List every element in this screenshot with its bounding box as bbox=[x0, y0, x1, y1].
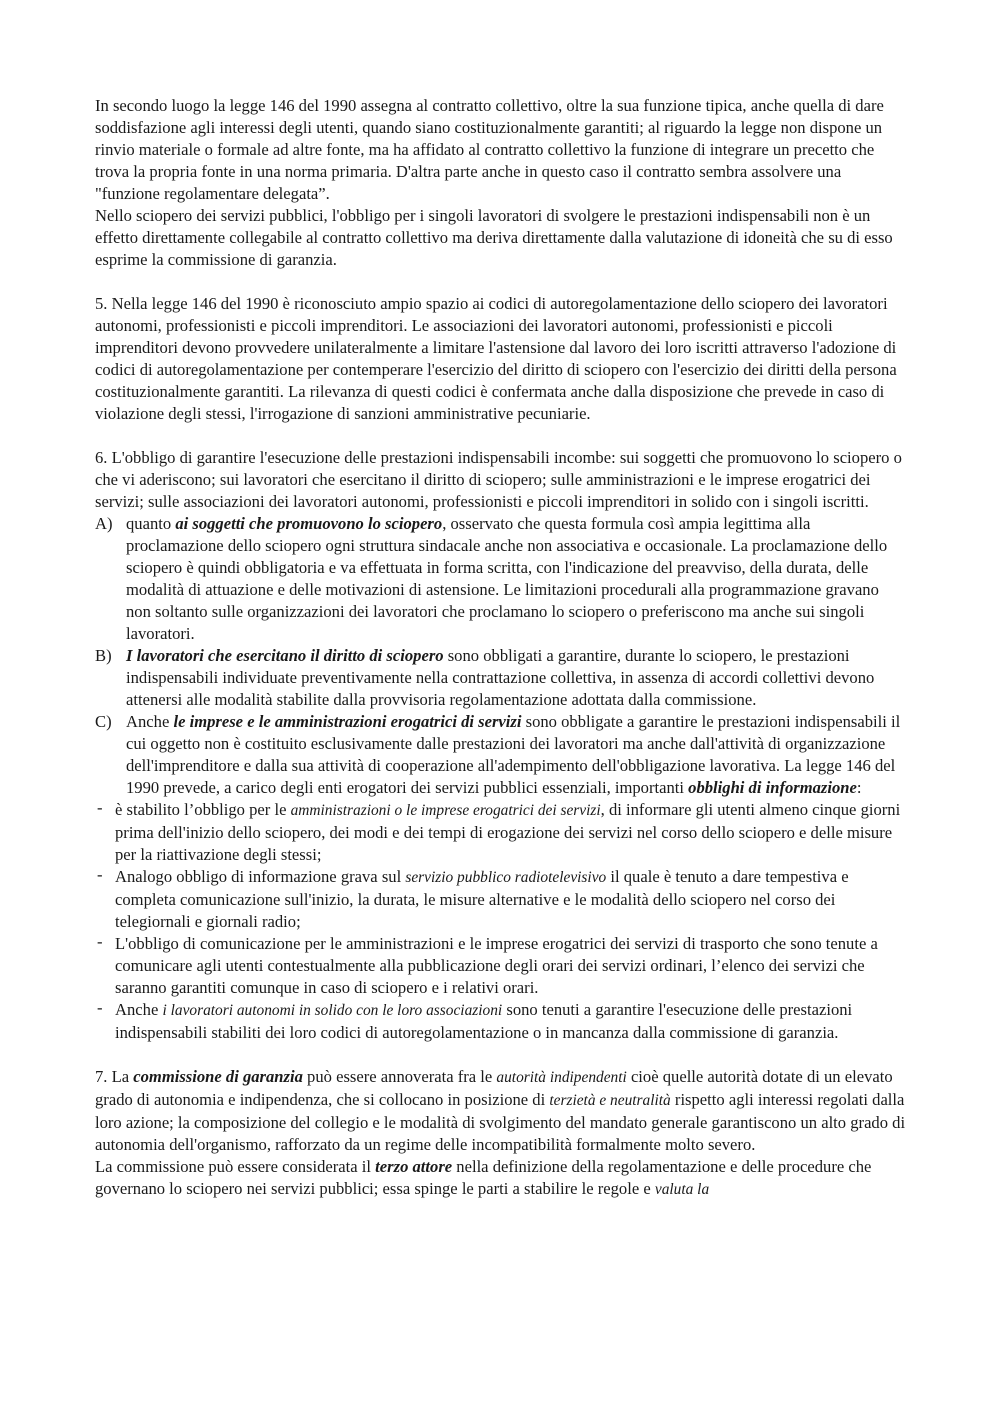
paragraph-gap bbox=[95, 425, 907, 447]
section-7-p2-emphasis: terzo attore bbox=[375, 1157, 453, 1176]
list-item-c bbox=[95, 711, 907, 799]
dash-item-italic: amministrazioni o le imprese erogatrici dei servizi bbox=[290, 802, 601, 819]
section-7-emphasis: commissione di garanzia bbox=[133, 1067, 303, 1086]
section-7-p2-lead: La commissione può essere considerata il bbox=[95, 1157, 376, 1176]
section-7-italic-2: terzietà e neutralità bbox=[549, 1092, 671, 1109]
section-7-paragraph-2 bbox=[95, 1156, 907, 1201]
section-5-paragraph: 5. Nella legge 146 del 1990 è riconosciuto ampio spazio ai codici di autoregolamentazione dello sciopero dei lavoratori autonomi, professionisti e piccoli imprenditori. Le associazioni dei lavoratori autonomi, professionisti e piccoli imprenditori devono provvedere unilateralmente a limitare l'astensione dal lavoro dei loro iscritti attraverso l'adozione di codici di autoregolamentazione per contemperare l'esercizio del diritto di sciopero con l'esercizio dei diritti della persona costituzionalmente garantiti. La rilevanza di questi codici è confermata anche dalla disposizione che prevede in caso di violazione degli stessi, l'irrogazione di sanzioni amministrative pecuniarie. bbox=[95, 294, 897, 423]
section-7-lead: 7. La bbox=[95, 1067, 134, 1086]
section-6-intro: 6. L'obbligo di garantire l'esecuzione delle prestazioni indispensabili incombe: sui soggetti che promuovono lo sciopero o che vi aderiscono; sui lavoratori che esercitano il diritto di sciopero; sulle amministrazioni e le imprese erogatrici dei servizi; sulle associazioni dei lavoratori autonomi, professionisti e piccoli imprenditori in solido con i singoli iscritti. bbox=[95, 448, 902, 511]
dash-item-text-post: il quale è tenuto a dare tempestiva e completa comunicazione sull'inizio, la durata, le misure alternative e le modalità dello sciopero nel corso dei telegiornali e giornali radio; bbox=[115, 867, 849, 931]
list-item-text: , osservato che questa formula così ampia legittima alla proclamazione dello sciopero ogni struttura sindacale anche non associativa e occasionale. La proclamazione dello sciopero è quindi obbligatoria e va effettuata in forma scritta, con l'indicazione del preavviso, della durata, delle modalità di attuazione e delle motivazioni di astensione. Le limitazioni procedurali alla programmazione gravano non soltanto sulle organizzazioni dei lavoratori che proclamano lo sciopero o preferiscono ma anche sui singoli lavoratori. bbox=[126, 514, 888, 643]
dash-item-italic: servizio pubblico radiotelevisivo bbox=[405, 869, 607, 886]
dash-marker: - bbox=[97, 998, 103, 1017]
dash-marker: - bbox=[97, 932, 103, 951]
list-item-b bbox=[95, 645, 907, 711]
list-marker: B) bbox=[95, 646, 112, 665]
list-item-a bbox=[95, 513, 907, 645]
paragraph-gap bbox=[95, 1044, 907, 1066]
dash-item-2 bbox=[95, 866, 907, 933]
dash-item-text-post: , di informare gli utenti almeno cinque giorni prima dell'inizio dello sciopero, dei modi e dei tempi di erogazione dei servizi nel corso dello sciopero e delle misure per la riattivazione degli stessi; bbox=[115, 800, 901, 864]
dash-item-text: Anche bbox=[115, 1000, 163, 1019]
document-page bbox=[95, 95, 907, 1201]
list-item-end: : bbox=[856, 778, 862, 797]
dash-item-text-post: sono tenuti a garantire l'esecuzione delle prestazioni indispensabili stabiliti dei loro codici di autoregolamentazione o in mancanza dalla commissione di garanzia. bbox=[115, 1000, 853, 1042]
section-7-paragraph bbox=[95, 1066, 907, 1156]
list-item-emphasis: ai soggetti che promuovono lo sciopero bbox=[175, 514, 443, 533]
intro-paragraph-2: Nello sciopero dei servizi pubblici, l'obbligo per i singoli lavoratori di svolgere le prestazioni indispensabili non è un effetto direttamente collegabile al contratto collettivo ma deriva direttamente dalla valutazione di idoneità che su di esso esprime la commissione di garanzia. bbox=[95, 206, 893, 269]
section-7-text-2: cioè quelle autorità dotate di un elevato grado di autonomia e indipendenza, che si collocano in posizione di bbox=[95, 1067, 893, 1109]
section-7-p2-italic: valuta la bbox=[654, 1181, 710, 1198]
dash-marker: - bbox=[97, 865, 103, 884]
list-item-emphasis: le imprese e le amministrazioni erogatrici di servizi bbox=[173, 712, 522, 731]
list-item-text: sono obbligate a garantire le prestazioni indispensabili il cui oggetto non è costituito esclusivamente dalle prestazioni dei lavoratori ma anche dall'attività di organizzazione dell'imprenditore e dalla sua attività di cooperazione all'adempimento dell'obbligazione lavorativa. La legge 146 del 1990 prevede, a carico degli enti erogatori dei servizi pubblici essenziali, importanti bbox=[126, 712, 901, 797]
intro-paragraph-1: In secondo luogo la legge 146 del 1990 assegna al contratto collettivo, oltre la sua funzione tipica, anche quella di dare soddisfazione agli interessi degli utenti, quando siano costituzionalmente garantiti; al riguardo la legge non dispone un rinvio materiale o formale ad altre fonte, ma ha affidato al contratto collettivo la funzione di integrare un precetto che trova la propria fonte in una norma primaria. D'altra parte anche in questo caso il contratto sembra assolvere una "funzione regolamentare delegata”. bbox=[95, 96, 884, 203]
list-item-lead: quanto bbox=[126, 514, 176, 533]
list-item-emphasis: I lavoratori che esercitano il diritto di sciopero bbox=[126, 646, 444, 665]
section-7-text: può essere annoverata fra le bbox=[302, 1067, 497, 1086]
section-7-text-3: rispetto agli interessi regolati dalla loro azione; la composizione del collegio e le modalità di svolgimento del mandato generale garantiscono un alto grado di autonomia dell'organismo, rafforzato da un regime delle incompatibilità formalmente molto severo. bbox=[95, 1090, 906, 1154]
list-marker: C) bbox=[95, 712, 112, 731]
list-item-lead: Anche bbox=[126, 712, 174, 731]
list-item-text: sono obbligati a garantire, durante lo sciopero, le prestazioni indispensabili individuate preventivamente nella contrattazione collettiva, in assenza di accordi collettivi devono attenersi alle modalità stabilite dalla provvisoria regolamentazione adottata dalla commissione. bbox=[126, 646, 875, 709]
list-item-emphasis-2: obblighi di informazione bbox=[688, 778, 857, 797]
dash-item-italic: i lavoratori autonomi in solido con le loro associazioni bbox=[162, 1002, 503, 1019]
paragraph-gap bbox=[95, 271, 907, 293]
dash-item-text: Analogo obbligo di informazione grava sul bbox=[115, 867, 406, 886]
dash-marker: - bbox=[97, 798, 103, 817]
dash-item-text: è stabilito l’obbligo per le bbox=[115, 800, 291, 819]
dash-item-1 bbox=[95, 799, 907, 866]
dash-item-3 bbox=[95, 933, 907, 999]
section-7-p2-text: nella definizione della regolamentazione e delle procedure che governano lo sciopero nei servizi pubblici; essa spinge le parti a stabilire le regole e bbox=[95, 1157, 872, 1198]
section-7-italic: autorità indipendenti bbox=[496, 1069, 627, 1086]
list-marker: A) bbox=[95, 514, 113, 533]
dash-item-text: L'obbligo di comunicazione per le amministrazioni e le imprese erogatrici dei servizi di trasporto che sono tenute a comunicare agli utenti contestualmente alla pubblicazione degli orari dei servizi ordinari, l’elenco dei servizi che saranno garantiti comunque in caso di sciopero e i relativi orari. bbox=[115, 934, 878, 997]
dash-item-4 bbox=[95, 999, 907, 1044]
